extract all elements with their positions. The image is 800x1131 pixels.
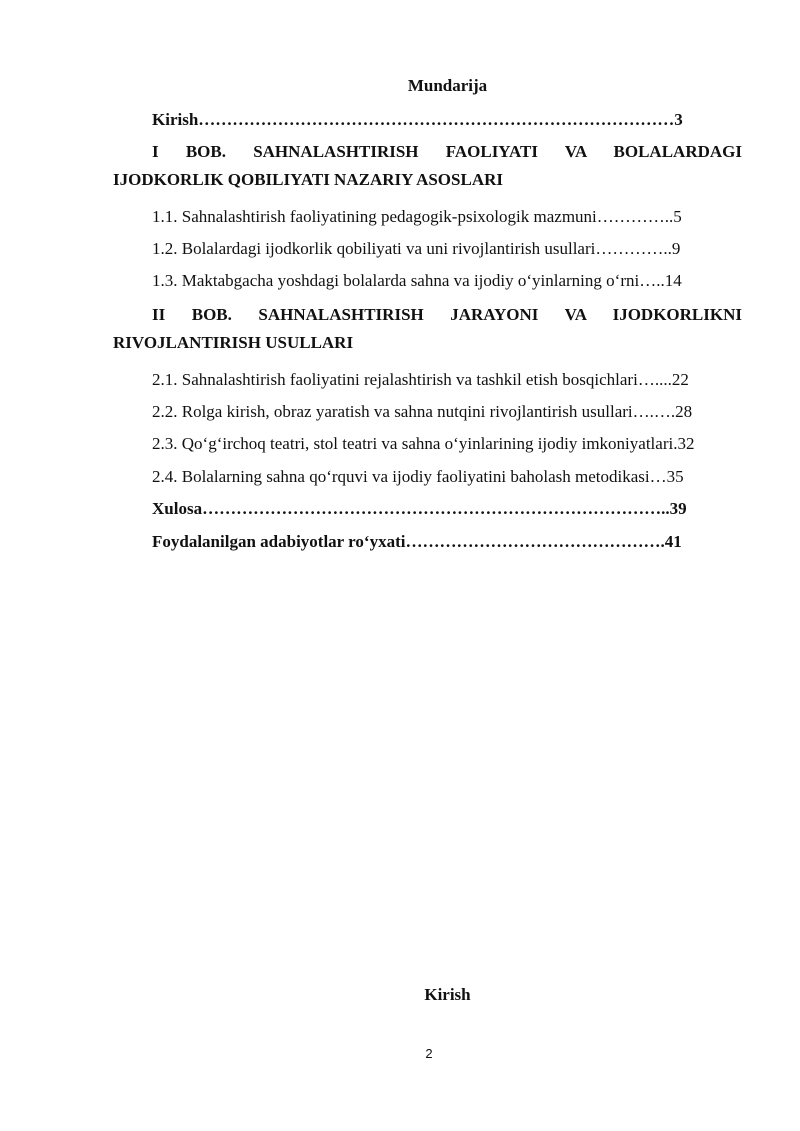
toc-chapter-2	[113, 305, 742, 353]
toc-entry-1-2: 1.2. Bolalardagi ijodkorlik qobiliyati va uni rivojlantirish usullari…………..9	[152, 239, 681, 258]
toc-entry-2-1: 2.1. Sahnalashtirish faoliyatini rejalashtirish va tashkil etish bosqichlari…....22	[152, 370, 689, 389]
toc-chapter-1	[113, 142, 742, 190]
toc-chapter-1-line2: IJODKORLIK QOBILIYATI NAZARIY ASOSLARI	[113, 170, 503, 189]
toc-chapter-1-line1: I BOB. SAHNALASHTIRISH FAOLIYATI VA BOLALARDAGI	[152, 142, 742, 161]
toc-entry-1-3: 1.3. Maktabgacha yoshdagi bolalarda sahna va ijodiy o‘yinlarning o‘rni…..14	[152, 271, 682, 290]
toc-entry-2-2: 2.2. Rolga kirish, obraz yaratish va sahna nutqini rivojlantirish usullari….….28	[152, 402, 693, 421]
toc-entry-kirish: Kirish…………………………………………………………………………3	[152, 110, 683, 129]
page-title: Mundarija	[407, 76, 488, 95]
toc-entry-2-4: 2.4. Bolalarning sahna qo‘rquvi va ijodiy faoliyatini baholash metodikasi…35	[152, 467, 684, 486]
toc-entry-xulosa: Xulosa………………………………………………………………………..39	[152, 499, 687, 518]
toc-entry-adabiyotlar: Foydalanilgan adabiyotlar ro‘yxati……………………………………….41	[152, 532, 682, 551]
page-number: 2	[425, 1046, 433, 1061]
section-heading-kirish: Kirish	[424, 985, 471, 1004]
toc-chapter-2-line2: RIVOJLANTIRISH USULLARI	[113, 333, 354, 352]
toc-chapter-2-line1: II BOB. SAHNALASHTIRISH JARAYONI VA IJODKORLIKNI	[152, 305, 742, 324]
toc-entry-2-3: 2.3. Qo‘g‘irchoq teatri, stol teatri va sahna o‘yinlarining ijodiy imkoniyatlari.32	[152, 434, 695, 453]
toc-entry-1-1: 1.1. Sahnalashtirish faoliyatining pedagogik-psixologik mazmuni…………..5	[152, 207, 682, 226]
